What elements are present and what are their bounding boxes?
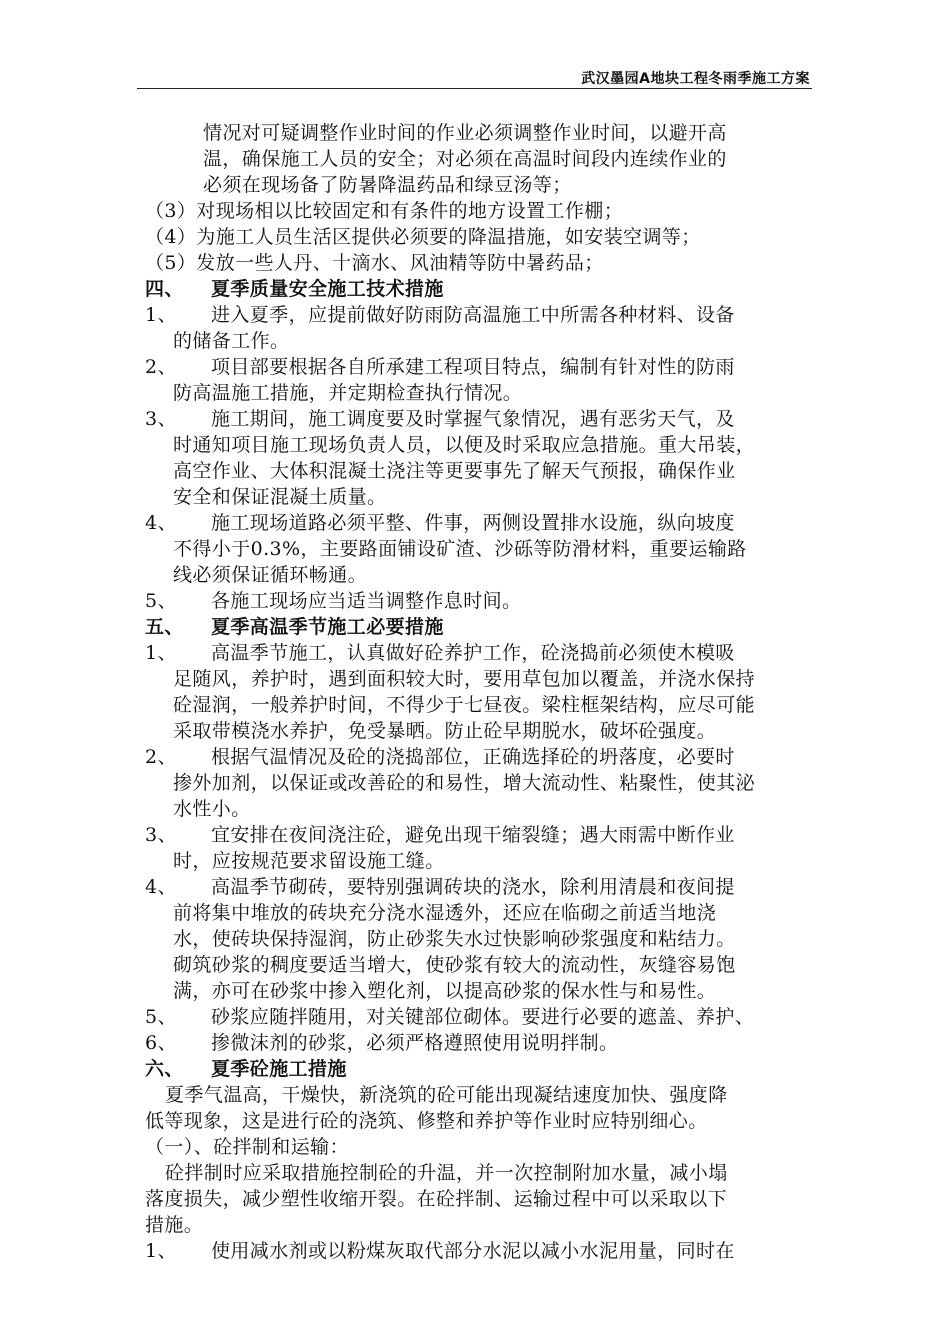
item-text: 高温季节砌砖，要特别强调砖块的浇水，除利用清晨和夜间提 xyxy=(211,876,735,898)
paragraph-line: （4）为施工人员生活区提供必须要的降温措施，如安装空调等； xyxy=(145,226,701,248)
item-text: 高温季节施工，认真做好砼养护工作，砼浇捣前必须使木模吸 xyxy=(211,642,735,664)
item-text: 砂浆应随拌随用，对关键部位砌体。要进行必要的遮盖、养护、 xyxy=(211,1006,755,1028)
item-number: 4、 xyxy=(145,876,177,898)
item-number: 2、 xyxy=(145,356,177,378)
item-text: 项目部要根据各自所承建工程项目特点，编制有针对性的防雨 xyxy=(211,356,735,378)
paragraph-line: 前将集中堆放的砖块充分浇水湿透外，还应在临砌之前适当地浇 xyxy=(173,902,717,924)
item-text: 施工期间，施工调度要及时掌握气象情况，遇有恶劣天气，及 xyxy=(211,408,735,430)
item-number: 4、 xyxy=(145,512,177,534)
paragraph-line: 水性小。 xyxy=(173,798,251,820)
item-text: 施工现场道路必须平整、件事，两侧设置排水设施，纵向坡度 xyxy=(211,512,735,534)
paragraph-line: 措施。 xyxy=(145,1214,204,1236)
section-title: 夏季高温季节施工必要措施 xyxy=(211,616,444,638)
item-text: 进入夏季，应提前做好防雨防高温施工中所需各种材料、设备 xyxy=(211,304,735,326)
section-title: 夏季砼施工措施 xyxy=(211,1058,347,1080)
paragraph-line: 温，确保施工人员的安全；对必须在高温时间段内连续作业的 xyxy=(203,148,727,170)
paragraph-line: 砼拌制时应采取措施控制砼的升温，并一次控制附加水量，减小塌 xyxy=(165,1162,728,1184)
item-text: 各施工现场应当适当调整作息时间。 xyxy=(211,590,522,612)
paragraph-line: 低等现象，这是进行砼的浇筑、修整和养护等作业时应特别细心。 xyxy=(145,1110,708,1132)
paragraph-line: 水，使砖块保持湿润，防止砂浆失水过快影响砂浆强度和粘结力。 xyxy=(173,928,736,950)
item-text: 根据气温情况及砼的浇捣部位，正确选择砼的坍落度，必要时 xyxy=(211,746,735,768)
paragraph-line: 时，应按规范要求留设施工缝。 xyxy=(173,850,445,872)
paragraph-line: 必须在现场备了防暑降温药品和绿豆汤等； xyxy=(203,174,572,196)
paragraph-line: 砌筑砂浆的稠度要适当增大，使砂浆有较大的流动性，灰缝容易饱 xyxy=(173,954,736,976)
item-number: 5、 xyxy=(145,590,177,612)
paragraph-line: 落度损失，减少塑性收缩开裂。在砼拌制、运输过程中可以采取以下 xyxy=(145,1188,728,1210)
section-number: 六、 xyxy=(145,1058,184,1080)
item-number: 5、 xyxy=(145,1006,177,1028)
page-header xyxy=(137,66,812,89)
paragraph-line: （5）发放一些人丹、十滴水、风油精等防中暑药品； xyxy=(145,252,604,274)
item-number: 1、 xyxy=(145,642,177,664)
paragraph-line: 掺外加剂，以保证或改善砼的和易性，增大流动性、粘聚性，使其泌 xyxy=(173,772,756,794)
document-title: 武汉墨园A地块工程冬雨季施工方案 xyxy=(581,71,810,87)
paragraph-line: 的储备工作。 xyxy=(173,330,290,352)
item-number: 1、 xyxy=(145,304,177,326)
paragraph-line: 时通知项目施工现场负责人员，以便及时采取应急措施。重大吊装， xyxy=(173,434,756,456)
paragraph-line: 防高温施工措施，并定期检查执行情况。 xyxy=(173,382,523,404)
item-text: 宜安排在夜间浇注砼，避免出现干缩裂缝；遇大雨需中断作业 xyxy=(211,824,735,846)
item-number: 1、 xyxy=(145,1240,177,1262)
subsection-heading: （一）、砼拌制和运输： xyxy=(145,1136,349,1158)
section-number: 四、 xyxy=(145,278,184,300)
item-number: 2、 xyxy=(145,746,177,768)
paragraph-line: 足随风，养护时，遇到面积较大时，要用草包加以覆盖，并浇水保持 xyxy=(173,668,756,690)
item-text: 使用减水剂或以粉煤灰取代部分水泥以减小水泥用量，同时在 xyxy=(211,1240,735,1262)
paragraph-line: 不得小于0.3%，主要路面铺设矿渣、沙砾等防滑材料，重要运输路 xyxy=(173,538,747,560)
paragraph-line: 采取带模浇水养护，免受暴晒。防止砼早期脱水，破坏砼强度。 xyxy=(173,720,717,742)
paragraph-line: 线必须保证循环畅通。 xyxy=(173,564,368,586)
item-number: 6、 xyxy=(145,1032,177,1054)
paragraph-line: 高空作业、大体积混凝土浇注等更要事先了解天气预报，确保作业 xyxy=(173,460,736,482)
paragraph-line: 满，亦可在砂浆中掺入塑化剂，以提高砂浆的保水性与和易性。 xyxy=(173,980,717,1002)
item-number: 3、 xyxy=(145,824,177,846)
paragraph-line: （3）对现场相以比较固定和有条件的地方设置工作棚； xyxy=(145,200,624,222)
item-text: 掺微沫剂的砂浆，必须严格遵照使用说明拌制。 xyxy=(211,1032,619,1054)
paragraph-line: 夏季气温高，干燥快，新浇筑的砼可能出现凝结速度加快、强度降 xyxy=(165,1084,728,1106)
paragraph-line: 砼湿润，一般养护时间，不得少于七昼夜。梁柱框架结构，应尽可能 xyxy=(173,694,756,716)
paragraph-line: 安全和保证混凝土质量。 xyxy=(173,486,387,508)
paragraph-line: 情况对可疑调整作业时间的作业必须调整作业时间，以避开高 xyxy=(203,122,727,144)
item-number: 3、 xyxy=(145,408,177,430)
section-number: 五、 xyxy=(145,616,184,638)
section-title: 夏季质量安全施工技术措施 xyxy=(211,278,444,300)
